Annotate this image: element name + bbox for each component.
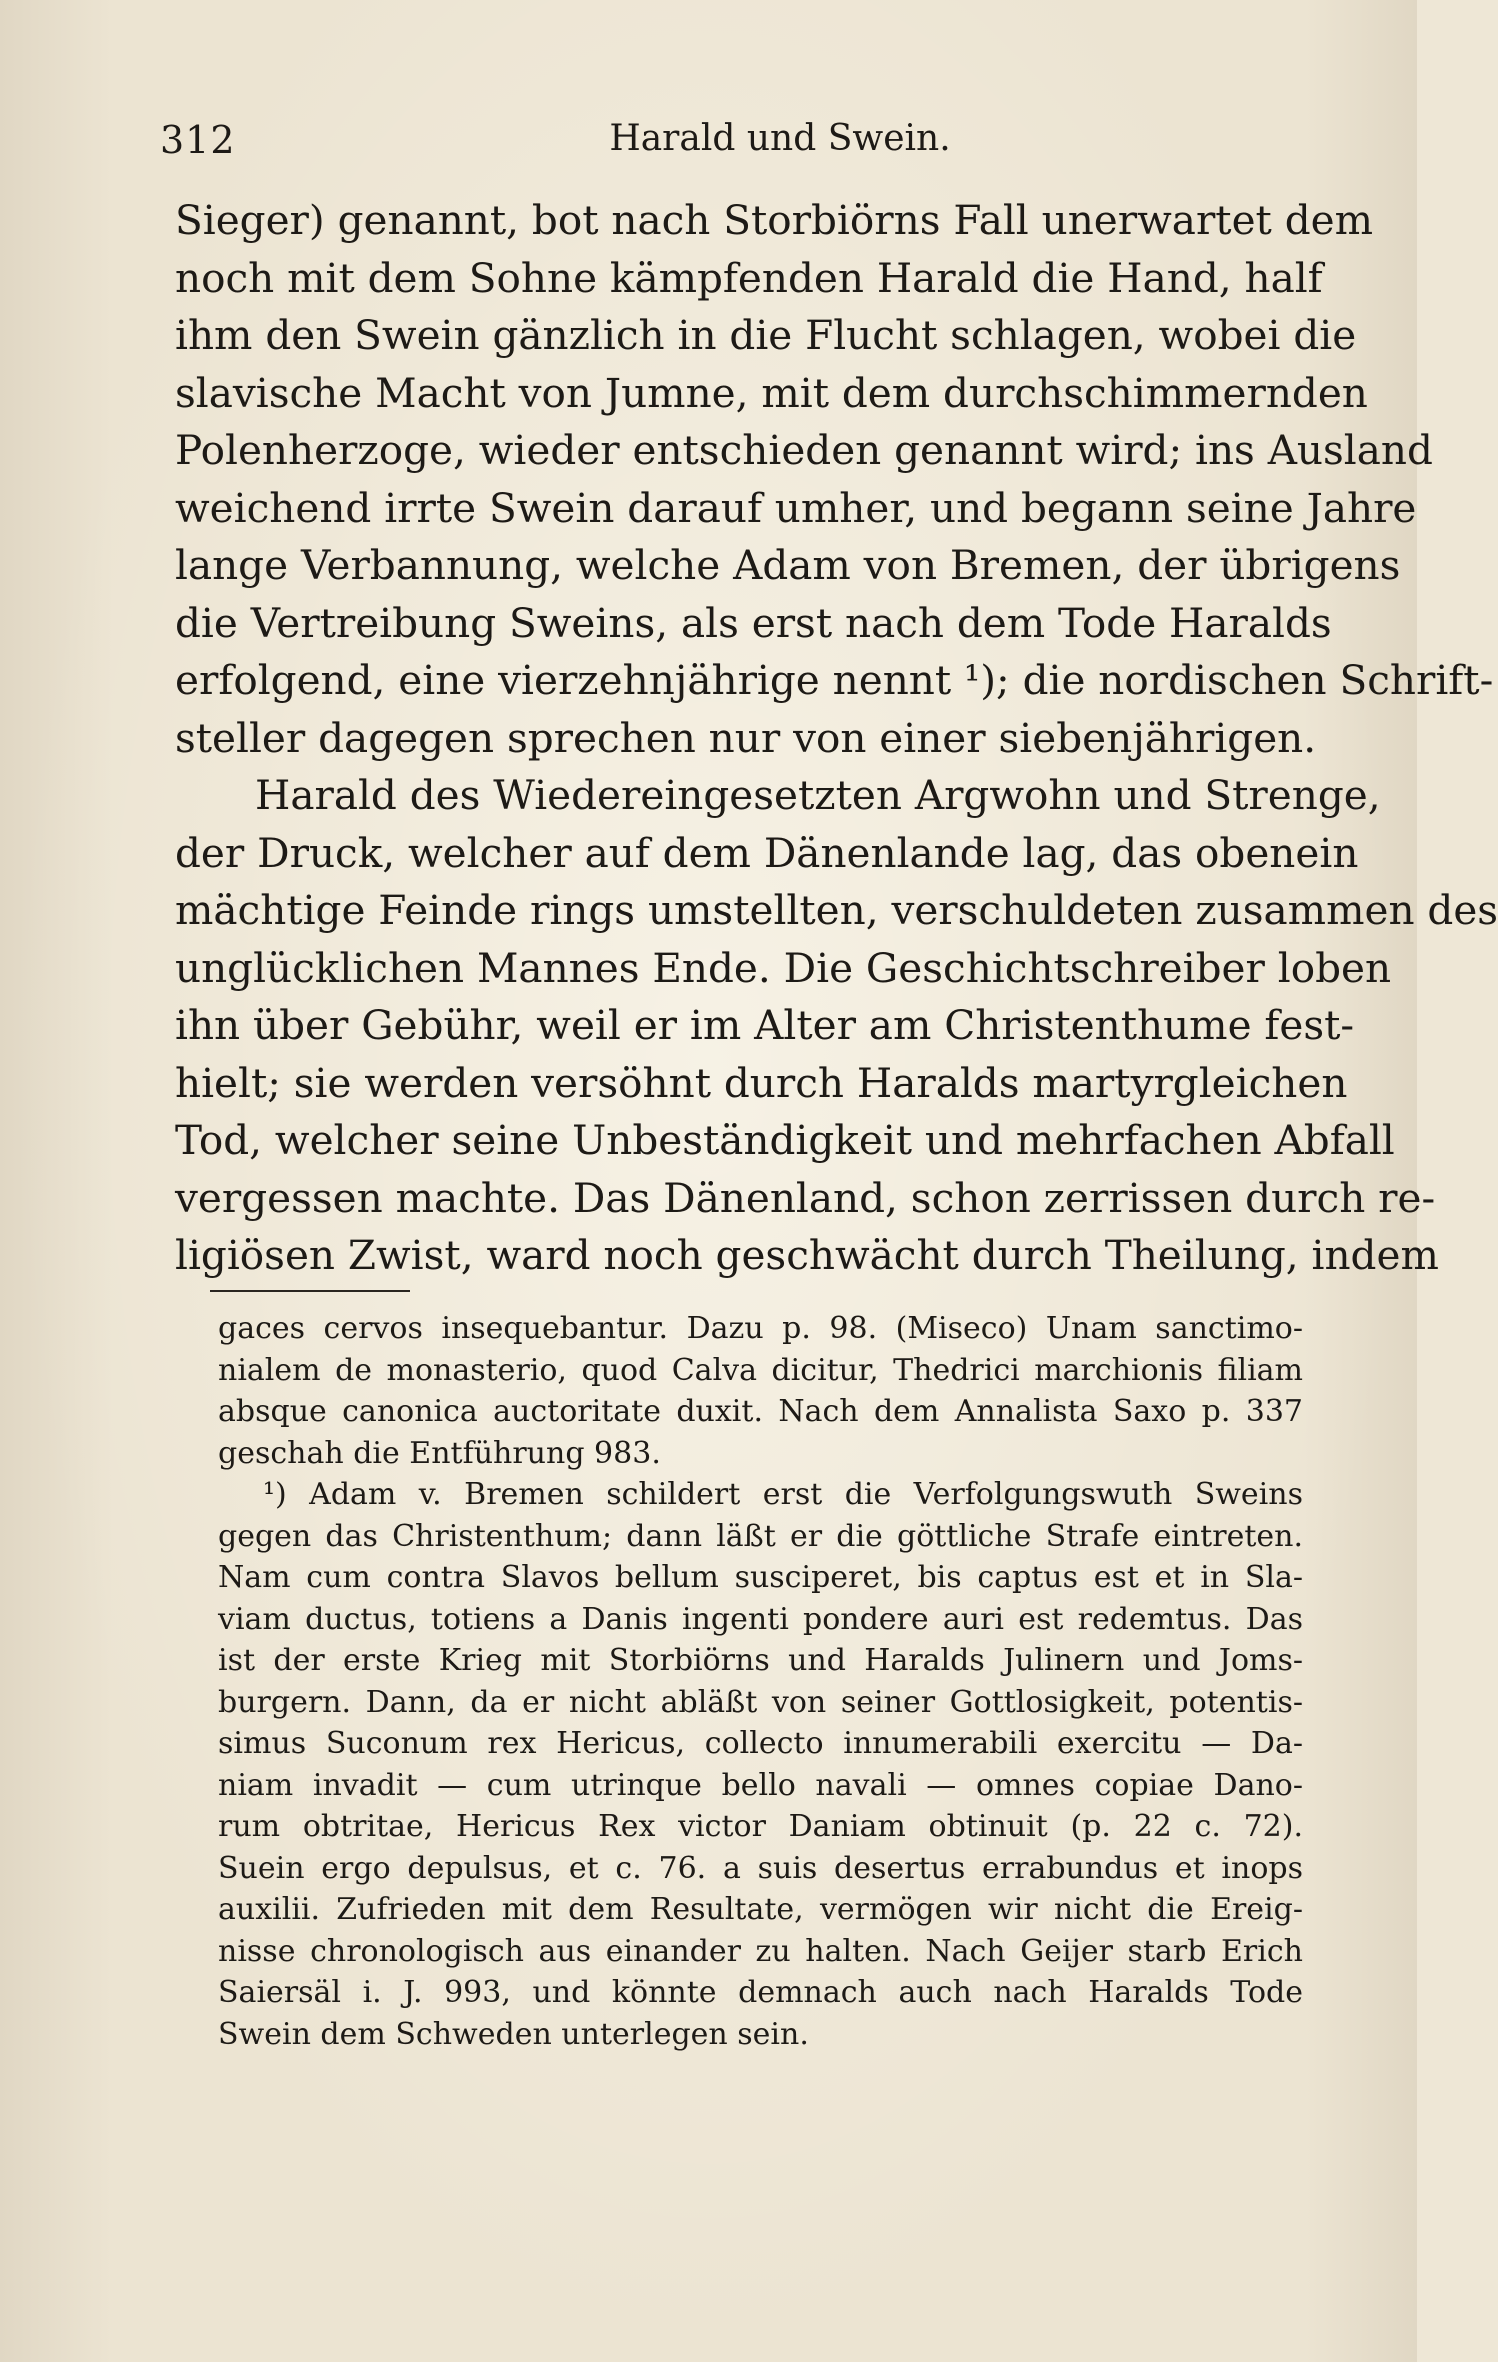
text-line: ihm den Swein gänzlich in die Flucht schlagen, wobei die [175,311,1357,359]
footnote-line: absque canonica auctoritate duxit. Nach dem Annalista Saxo p. 337 [218,1394,1303,1429]
text-line: Sieger) genannt, bot nach Storbiörns Fall unerwartet dem [175,196,1373,244]
text-line: hielt; sie werden versöhnt durch Haralds martyrgleichen [175,1058,1348,1107]
footnote-line: gaces cervos insequebantur. Dazu p. 98. (Miseco) Unam sanctimo- [218,1311,1303,1346]
text-line: Tod, welcher seine Unbeständigkeit und mehrfachen Abfall [175,1116,1395,1164]
text-line: ligiösen Zwist, ward noch geschwächt durch Theilung, indem [175,1231,1439,1279]
footnote-line: Suein ergo depulsus, et c. 76. a suis desertus errabundus et inops [218,1850,1303,1886]
footnote-line: gegen das Christenthum; dann läßt er die göttliche Strafe eintreten. [218,1518,1303,1554]
text-line: slavische Macht von Jumne, mit dem durchschimmernden [175,368,1368,417]
footnote-line: viam ductus, totiens a Danis ingenti pondere auri est redemtus. Das [218,1601,1303,1637]
footnote-separator [210,1290,410,1292]
page-number: 312 [160,118,236,162]
footnote-line: niam invadit — cum utrinque bello navali — omnes copiae Dano- [218,1767,1303,1803]
text-line: der Druck, welcher auf dem Dänenlande lag, das obenein [175,828,1359,877]
footnote-line: Saiersäl i. J. 993, und könnte demnach auch nach Haralds Tode [218,1975,1303,2010]
running-title: Harald und Swein. [609,118,951,159]
text-line: ihn über Gebühr, weil er im Alter am Christenthume fest- [175,1001,1355,1049]
footnote-line: nialem de monasterio, quod Calva dicitur, Thedrici marchionis filiam [218,1352,1303,1388]
text-line: lange Verbannung, welche Adam von Bremen, der übrigens [175,541,1401,589]
footnote-line: burgern. Dann, da er nicht abläßt von seiner Gottlosigkeit, potentis- [218,1684,1303,1720]
footnotes [218,1308,1303,2055]
text-line: mächtige Feinde rings umstellten, verschuldeten zusammen des [175,886,1498,934]
footnote-line: auxilii. Zufrieden mit dem Resultate, vermögen wir nicht die Ereig- [218,1892,1303,1927]
footnote-line: geschah die Entführung 983. [218,1435,661,1471]
running-head [160,118,1320,178]
text-line: erfolgend, eine vierzehnjährige nennt ¹); die nordischen Schrift- [175,656,1494,704]
paragraph-start: Harald des Wiedereingesetzten Argwohn und Strenge, [255,771,1381,819]
text-line: die Vertreibung Sweins, als erst nach dem Tode Haralds [175,598,1332,647]
footnote-line: rum obtritae, Hericus Rex victor Daniam obtinuit (p. 22 c. 72). [218,1809,1303,1844]
text-line: weichend irrte Swein darauf umher, und begann seine Jahre [175,483,1417,532]
text-line: unglücklichen Mannes Ende. Die Geschichtschreiber loben [175,943,1392,992]
footnote-line: Swein dem Schweden unterlegen sein. [218,2016,809,2052]
main-text [175,192,1498,1285]
footnote-line: ist der erste Krieg mit Storbiörns und Haralds Julinern und Joms- [218,1643,1303,1678]
text-line: Polenherzoge, wieder entschieden genannt wird; ins Ausland [175,426,1433,474]
footnote-line: simus Suconum rex Hericus, collecto innumerabili exercitu — Da- [218,1726,1303,1761]
text-line: noch mit dem Sohne kämpfenden Harald die Hand, half [175,253,1323,302]
footnote-line: nisse chronologisch aus einander zu halten. Nach Geijer starb Erich [218,1933,1303,1969]
footnote-start: ¹) Adam v. Bremen schildert erst die Verfolgungswuth Sweins [263,1477,1303,1512]
footnote-line: Nam cum contra Slavos bellum susciperet, bis captus est et in Sla- [218,1560,1303,1595]
text-line: vergessen machte. Das Dänenland, schon zerrissen durch re- [175,1173,1436,1222]
text-line: steller dagegen sprechen nur von einer siebenjährigen. [175,713,1317,762]
